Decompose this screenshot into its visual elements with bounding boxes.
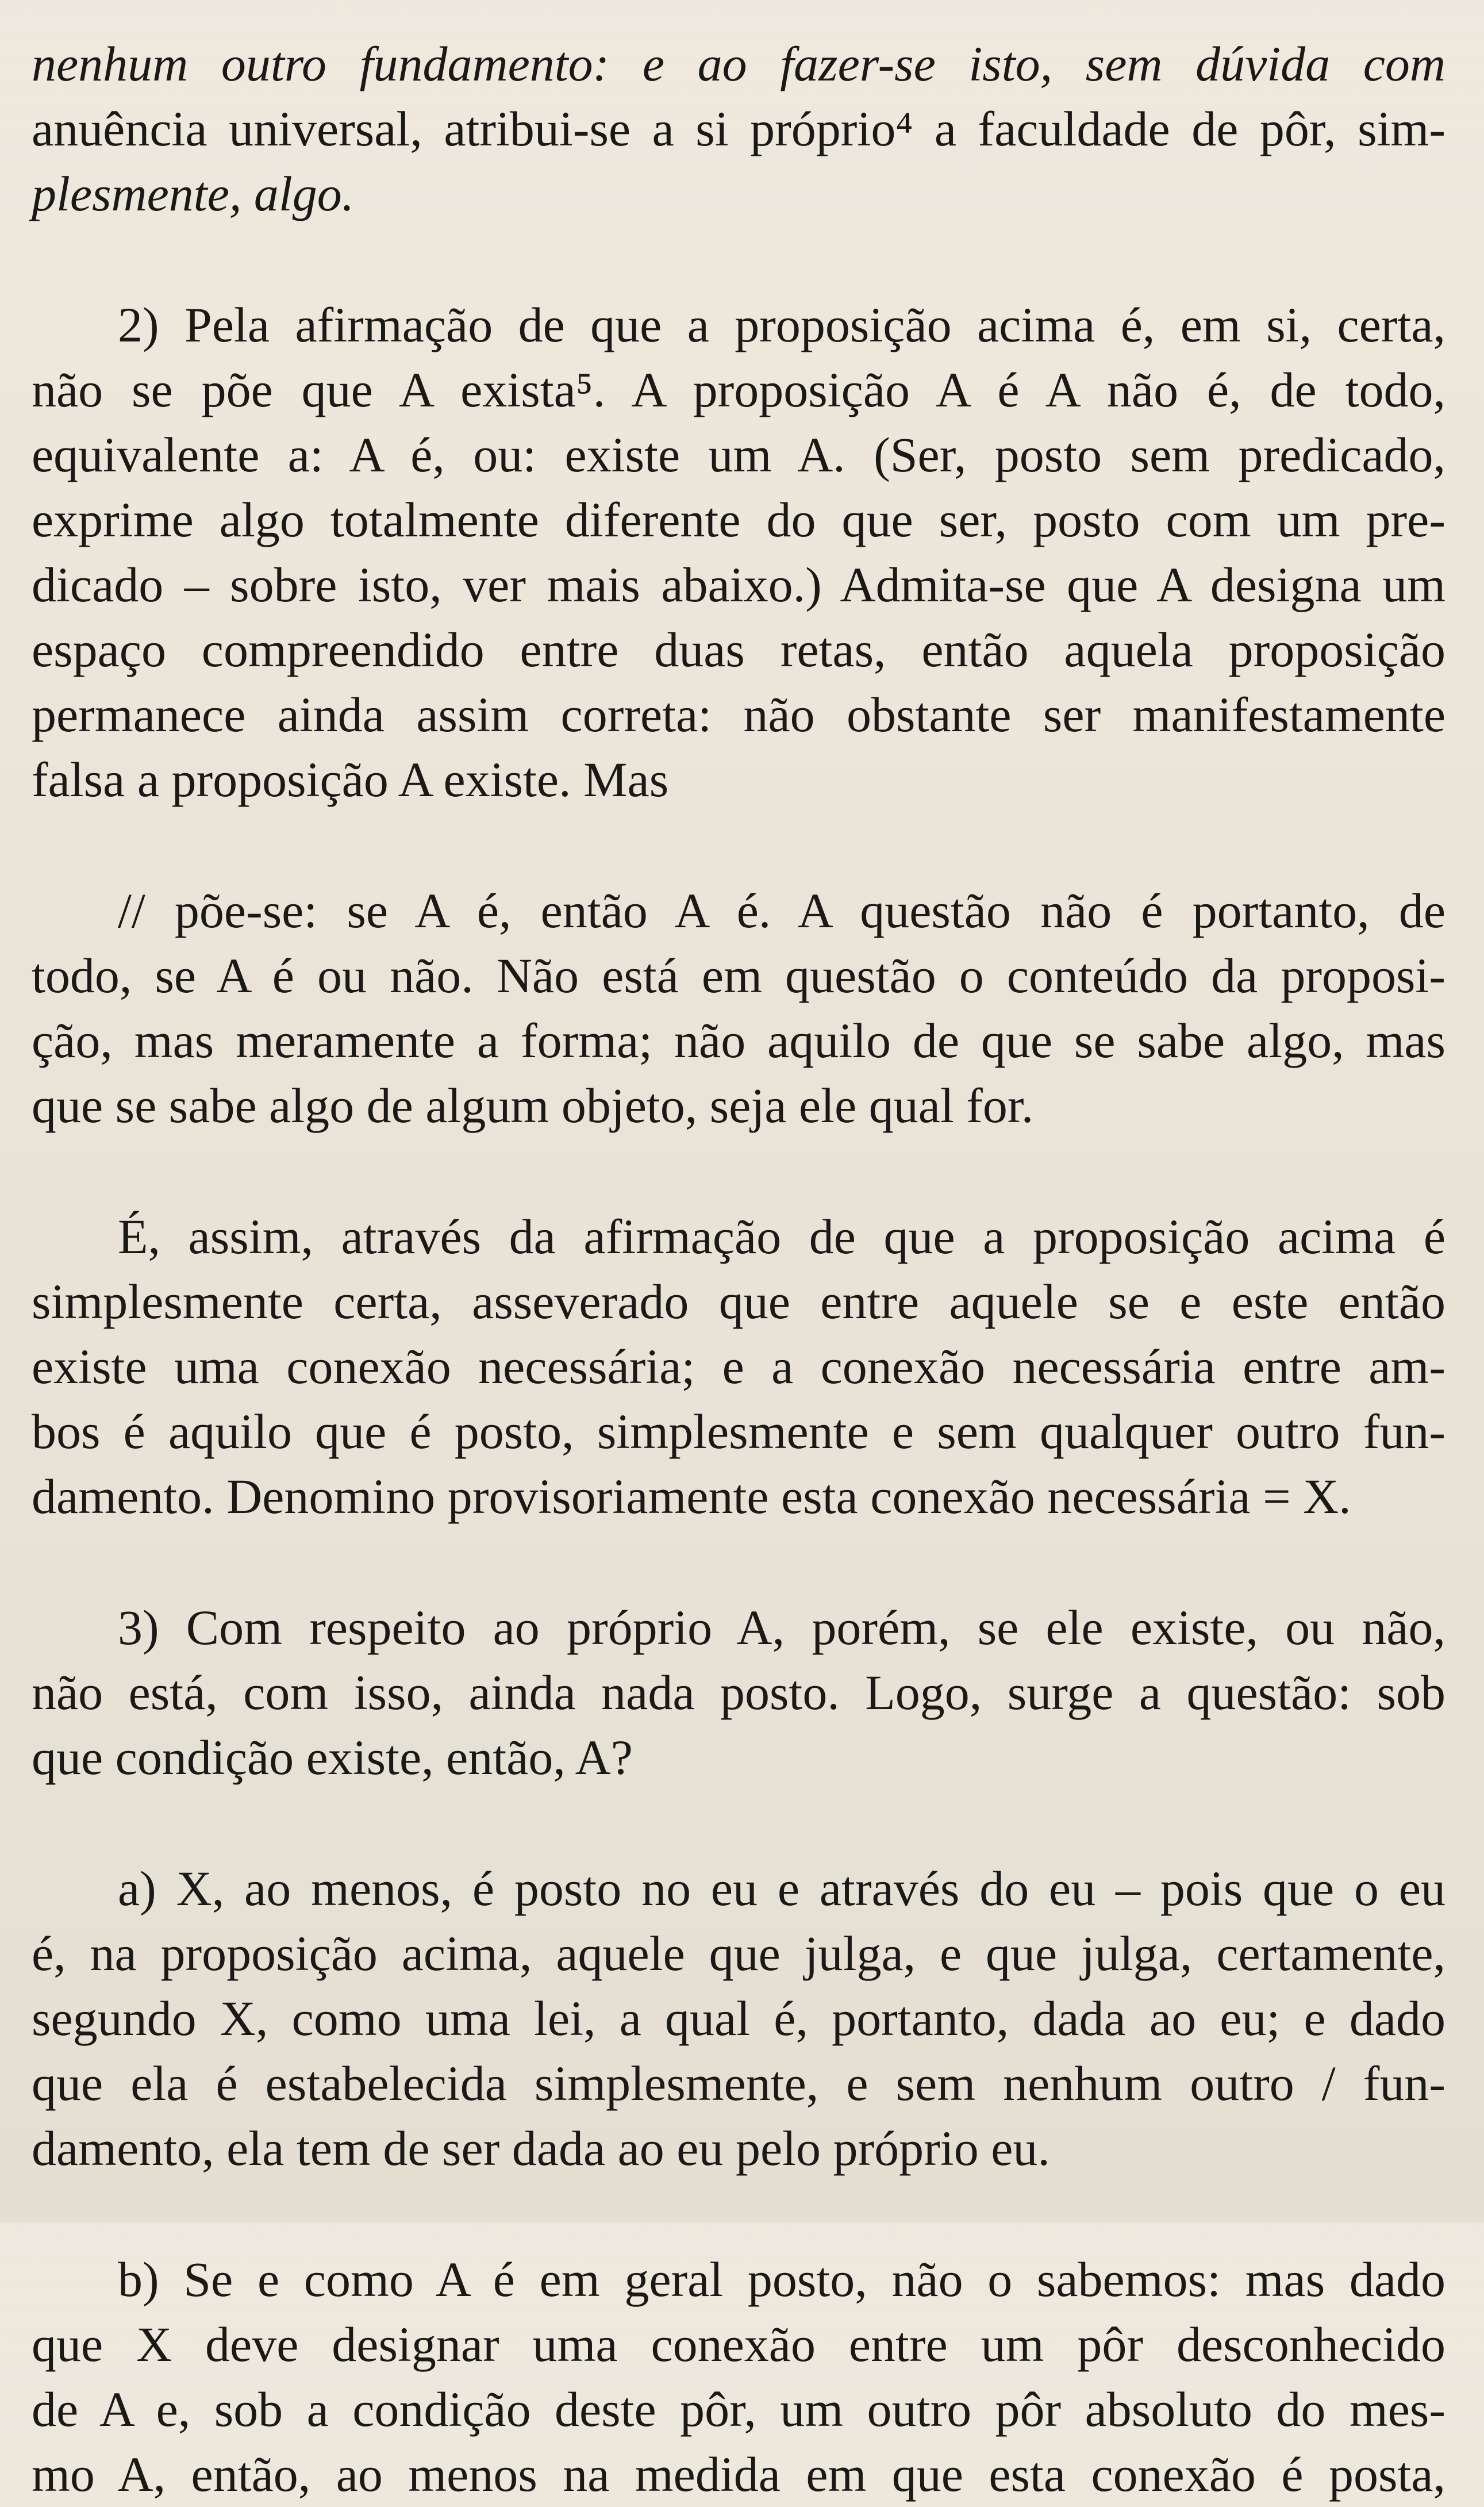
text-line: 2) Pela afirmação de que a proposição acima é, em si, certa, bbox=[118, 297, 1445, 352]
text-line: // põe-se: se A é, então A é. A questão não é portanto, de bbox=[118, 883, 1445, 938]
text-line: É, assim, através da afirmação de que a proposição acima é bbox=[118, 1209, 1445, 1264]
text-line: não está, com isso, ainda nada posto. Logo, surge a questão: sob bbox=[32, 1665, 1445, 1720]
paragraph-3 bbox=[32, 1595, 1445, 1790]
text-line: damento, ela tem de ser dada ao eu pelo próprio eu. bbox=[32, 2121, 1050, 2176]
text-line: nenhum outro fundamento: e ao fazer-se isto, sem dúvida com bbox=[32, 36, 1445, 91]
paragraph-continuation bbox=[32, 32, 1445, 226]
text-line: falsa a proposição A existe. Mas bbox=[32, 752, 669, 807]
paragraph-3a bbox=[32, 1856, 1445, 2181]
text-line: permanece ainda assim correta: não obstante ser manifestamente bbox=[32, 687, 1445, 742]
text-line: dicado – sobre isto, ver mais abaixo.) Admita-se que A designa um bbox=[32, 557, 1445, 612]
text-line: não se põe que A exista⁵. A proposição A é A não é, de todo, bbox=[32, 362, 1445, 417]
text-line: plesmente, algo. bbox=[32, 166, 355, 221]
text-line: segundo X, como uma lei, a qual é, portanto, dada ao eu; e dado bbox=[32, 1991, 1445, 2046]
text-line: 3) Com respeito ao próprio A, porém, se ele existe, ou não, bbox=[118, 1600, 1445, 1655]
text-line: de A e, sob a condição deste pôr, um outro pôr absoluto do mes- bbox=[32, 2382, 1445, 2437]
text-line: damento. Denomino provisoriamente esta conexão necessária = X. bbox=[32, 1469, 1351, 1524]
text-line: ção, mas meramente a forma; não aquilo de que se sabe algo, mas bbox=[32, 1013, 1445, 1068]
paragraph-connection bbox=[32, 1204, 1445, 1529]
paragraph-2 bbox=[32, 293, 1445, 812]
text-line: anuência universal, atribui-se a si próprio⁴ a faculdade de pôr, sim- bbox=[32, 101, 1445, 156]
text-line: equivalente a: A é, ou: existe um A. (Ser, posto sem predicado, bbox=[32, 427, 1445, 482]
text-line: exprime algo totalmente diferente do que ser, posto com um pre- bbox=[32, 492, 1445, 547]
text-line: todo, se A é ou não. Não está em questão o conteúdo da proposi- bbox=[32, 948, 1445, 1003]
text-line: que ela é estabelecida simplesmente, e sem nenhum outro / fun- bbox=[32, 2056, 1445, 2111]
paragraph-page-break bbox=[32, 878, 1445, 1138]
text-line: b) Se e como A é em geral posto, não o sabemos: mas dado bbox=[118, 2252, 1445, 2307]
text-line: existe uma conexão necessária; e a conexão necessária entre am- bbox=[32, 1339, 1445, 1394]
book-page bbox=[32, 32, 1445, 2507]
text-line: mo A, então, ao menos na medida em que esta conexão é posta, bbox=[32, 2447, 1445, 2502]
text-line: bos é aquilo que é posto, simplesmente e sem qualquer outro fun- bbox=[32, 1404, 1445, 1459]
text-line: espaço compreendido entre duas retas, então aquela proposição bbox=[32, 622, 1445, 677]
paragraph-3b bbox=[32, 2247, 1445, 2507]
text-line: que condição existe, então, A? bbox=[32, 1730, 633, 1785]
text-line: é, na proposição acima, aquele que julga, e que julga, certamente, bbox=[32, 1926, 1445, 1981]
text-line: a) X, ao menos, é posto no eu e através do eu – pois que o eu bbox=[118, 1861, 1445, 1916]
text-line: simplesmente certa, asseverado que entre aquele se e este então bbox=[32, 1274, 1445, 1329]
text-line: que X deve designar uma conexão entre um pôr desconhecido bbox=[32, 2317, 1445, 2372]
text-line: que se sabe algo de algum objeto, seja ele qual for. bbox=[32, 1078, 1034, 1133]
